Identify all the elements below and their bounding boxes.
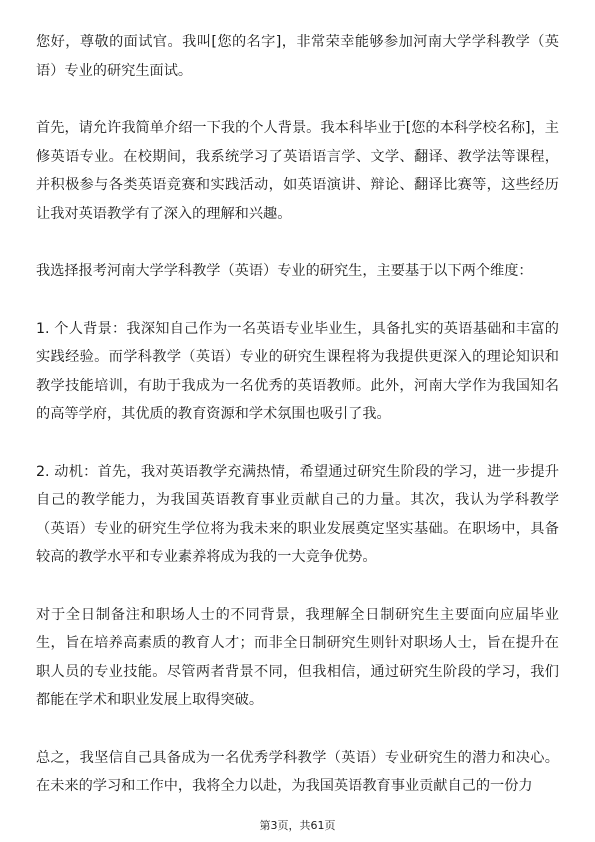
- paragraph-motivation: 2. 动机：首先，我对英语教学充满热情，希望通过研究生阶段的学习，进一步提升自己的教学能力，为我国英语教育事业贡献自己的力量。其次，我认为学科教学（英语）专业的研究生学位将为我未来的职业发展奠定坚实基础。在职场中，具备较高的教学水平和专业素养将成为我的一大竞争优势。: [36, 463, 559, 565]
- paragraph-fulltime-parttime: 对于全日制备注和职场人士的不同背景，我理解全日制研究生主要面向应届毕业生，旨在培养高素质的教育人才；而非全日制研究生则针对职场人士，旨在提升在职人员的专业技能。尽管两者背景不同，但我相信，通过研究生阶段的学习，我们都能在学术和职业发展上取得突破。: [36, 606, 559, 708]
- paragraph-conclusion: 总之，我坚信自己具备成为一名优秀学科教学（英语）专业研究生的潜力和决心。在未来的学习和工作中，我将全力以赴，为我国英语教育事业贡献自己的一份力: [36, 749, 559, 794]
- paragraph-reasons-intro: 我选择报考河南大学学科教学（英语）专业的研究生，主要基于以下两个维度：: [36, 263, 533, 279]
- paragraph-background: 首先，请允许我简单介绍一下我的个人背景。我本科毕业于[您的本科学校名称]，主修英语专业。在校期间，我系统学习了英语语言学、文学、翻译、教学法等课程，并积极参与各类英语竞赛和实践活动，如英语演讲、辩论、翻译比赛等，这些经历让我对英语教学有了深入的理解和兴趣。: [36, 120, 559, 222]
- page-number: 第3页，共61页: [259, 819, 336, 832]
- paragraph-greeting: 您好，尊敬的面试官。我叫[您的名字]，非常荣幸能够参加河南大学学科教学（英语）专业的研究生面试。: [36, 34, 559, 79]
- document-body: [36, 28, 559, 801]
- paragraph-personal-background: 1. 个人背景：我深知自己作为一名英语专业毕业生，具备扎实的英语基础和丰富的实践经验。而学科教学（英语）专业的研究生课程将为我提供更深入的理论知识和教学技能培训，有助于我成为一名优秀的英语教师。此外，河南大学作为我国知名的高等学府，其优质的教育资源和学术氛围也吸引了我。: [36, 320, 559, 422]
